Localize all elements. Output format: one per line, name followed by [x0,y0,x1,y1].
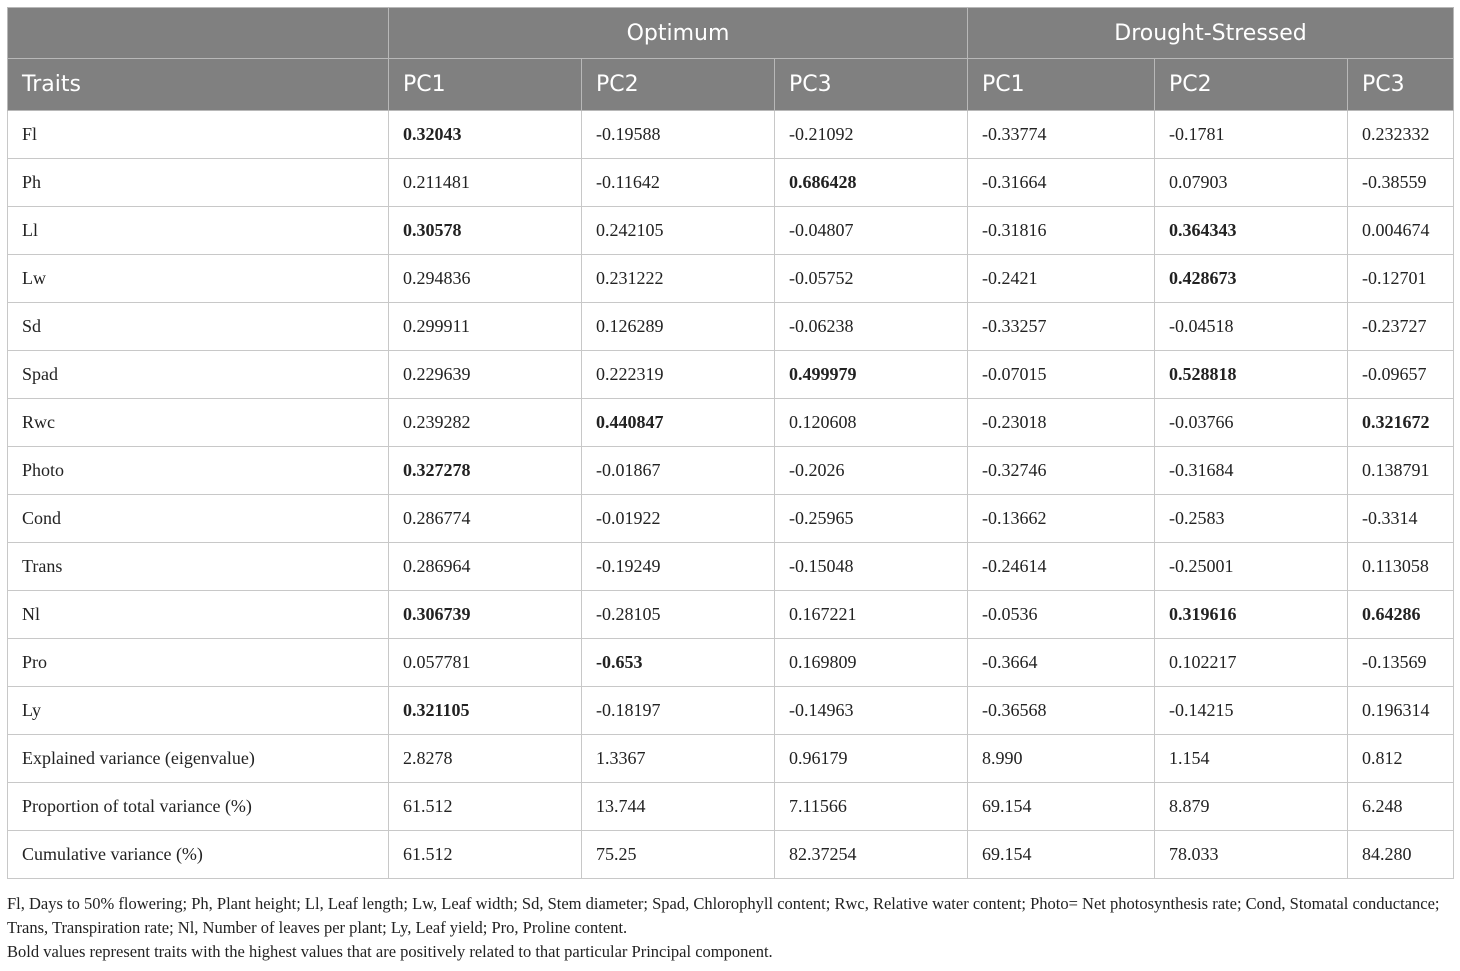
value-cell: -0.09657 [1348,351,1454,399]
value-cell: 0.306739 [389,591,582,639]
table-row [8,543,1454,591]
value-cell: 1.3367 [582,735,775,783]
value-cell: 0.319616 [1155,591,1348,639]
value-cell: 82.37254 [775,831,968,879]
value-cell: 0.286964 [389,543,582,591]
value-cell: -0.23018 [968,399,1155,447]
trait-cell: Sd [8,303,389,351]
trait-cell: Ll [8,207,389,255]
table-row [8,735,1454,783]
table-row [8,447,1454,495]
value-cell: -0.13569 [1348,639,1454,687]
value-cell: 0.126289 [582,303,775,351]
group-header-drought: Drought-Stressed [968,8,1454,59]
table-row [8,399,1454,447]
value-cell: 78.033 [1155,831,1348,879]
column-header-traits: Traits [8,59,389,111]
table-row [8,207,1454,255]
group-header-blank [8,8,389,59]
value-cell: -0.3314 [1348,495,1454,543]
value-cell: -0.31664 [968,159,1155,207]
table-row [8,831,1454,879]
value-cell: 61.512 [389,831,582,879]
value-cell: 0.057781 [389,639,582,687]
value-cell: -0.653 [582,639,775,687]
value-cell: 0.286774 [389,495,582,543]
value-cell: 0.231222 [582,255,775,303]
value-cell: -0.03766 [1155,399,1348,447]
value-cell: 0.364343 [1155,207,1348,255]
value-cell: 0.196314 [1348,687,1454,735]
table-footnotes [7,892,1457,964]
value-cell: -0.33257 [968,303,1155,351]
trait-cell: Cond [8,495,389,543]
table-row [8,639,1454,687]
value-cell: -0.01922 [582,495,775,543]
table-body [8,111,1454,879]
trait-cell: Nl [8,591,389,639]
value-cell: 0.232332 [1348,111,1454,159]
value-cell: 0.222319 [582,351,775,399]
value-cell: 0.440847 [582,399,775,447]
table-row [8,303,1454,351]
value-cell: 1.154 [1155,735,1348,783]
value-cell: -0.36568 [968,687,1155,735]
value-cell: 69.154 [968,783,1155,831]
group-header-row [8,8,1454,59]
value-cell: 0.242105 [582,207,775,255]
value-cell: 0.102217 [1155,639,1348,687]
table-row [8,783,1454,831]
value-cell: 0.499979 [775,351,968,399]
column-header-drought-pc2: PC2 [1155,59,1348,111]
value-cell: 0.299911 [389,303,582,351]
value-cell: -0.2026 [775,447,968,495]
value-cell: 0.229639 [389,351,582,399]
trait-cell: Photo [8,447,389,495]
value-cell: -0.19249 [582,543,775,591]
trait-cell: Cumulative variance (%) [8,831,389,879]
value-cell: -0.14215 [1155,687,1348,735]
value-cell: 0.32043 [389,111,582,159]
value-cell: -0.01867 [582,447,775,495]
value-cell: 0.294836 [389,255,582,303]
value-cell: 0.686428 [775,159,968,207]
value-cell: -0.0536 [968,591,1155,639]
column-header-optimum-pc2: PC2 [582,59,775,111]
value-cell: -0.32746 [968,447,1155,495]
trait-cell: Fl [8,111,389,159]
table-row [8,687,1454,735]
column-header-optimum-pc3: PC3 [775,59,968,111]
value-cell: -0.1781 [1155,111,1348,159]
pca-table-container [7,7,1453,879]
group-header-optimum: Optimum [389,8,968,59]
value-cell: -0.14963 [775,687,968,735]
trait-cell: Explained variance (eigenvalue) [8,735,389,783]
value-cell: -0.31684 [1155,447,1348,495]
trait-cell: Ph [8,159,389,207]
value-cell: 7.11566 [775,783,968,831]
value-cell: 61.512 [389,783,582,831]
value-cell: -0.23727 [1348,303,1454,351]
value-cell: 0.169809 [775,639,968,687]
value-cell: -0.3664 [968,639,1155,687]
value-cell: -0.05752 [775,255,968,303]
value-cell: 0.321105 [389,687,582,735]
value-cell: 69.154 [968,831,1155,879]
trait-cell: Spad [8,351,389,399]
value-cell: 0.428673 [1155,255,1348,303]
trait-cell: Pro [8,639,389,687]
value-cell: -0.07015 [968,351,1155,399]
pca-loadings-table [7,7,1454,879]
value-cell: -0.31816 [968,207,1155,255]
value-cell: 0.528818 [1155,351,1348,399]
column-header-drought-pc3: PC3 [1348,59,1454,111]
value-cell: -0.33774 [968,111,1155,159]
trait-cell: Lw [8,255,389,303]
value-cell: -0.06238 [775,303,968,351]
value-cell: 0.211481 [389,159,582,207]
value-cell: 13.744 [582,783,775,831]
value-cell: 8.879 [1155,783,1348,831]
value-cell: -0.04518 [1155,303,1348,351]
value-cell: -0.18197 [582,687,775,735]
value-cell: 6.248 [1348,783,1454,831]
value-cell: -0.2583 [1155,495,1348,543]
table-row [8,255,1454,303]
value-cell: -0.28105 [582,591,775,639]
table-row [8,159,1454,207]
column-header-optimum-pc1: PC1 [389,59,582,111]
table-row [8,495,1454,543]
table-row [8,591,1454,639]
value-cell: 0.167221 [775,591,968,639]
value-cell: -0.38559 [1348,159,1454,207]
value-cell: -0.24614 [968,543,1155,591]
value-cell: -0.15048 [775,543,968,591]
column-header-row [8,59,1454,111]
trait-cell: Proportion of total variance (%) [8,783,389,831]
value-cell: 0.30578 [389,207,582,255]
trait-cell: Trans [8,543,389,591]
trait-cell: Ly [8,687,389,735]
value-cell: 0.138791 [1348,447,1454,495]
table-row [8,351,1454,399]
value-cell: -0.2421 [968,255,1155,303]
value-cell: 2.8278 [389,735,582,783]
value-cell: -0.12701 [1348,255,1454,303]
value-cell: 0.07903 [1155,159,1348,207]
value-cell: 0.120608 [775,399,968,447]
value-cell: 75.25 [582,831,775,879]
value-cell: -0.25001 [1155,543,1348,591]
value-cell: -0.21092 [775,111,968,159]
value-cell: 0.812 [1348,735,1454,783]
trait-cell: Rwc [8,399,389,447]
value-cell: 0.004674 [1348,207,1454,255]
value-cell: 0.239282 [389,399,582,447]
value-cell: -0.25965 [775,495,968,543]
value-cell: 0.327278 [389,447,582,495]
value-cell: -0.13662 [968,495,1155,543]
value-cell: -0.11642 [582,159,775,207]
value-cell: 0.64286 [1348,591,1454,639]
value-cell: 8.990 [968,735,1155,783]
footnote-bold-note: Bold values represent traits with the highest values that are positively related to that particular Principal component. [7,942,773,961]
footnote-abbreviations: Fl, Days to 50% flowering; Ph, Plant height; Ll, Leaf length; Lw, Leaf width; Sd, Stem diameter; Spad, Chlorophyll content; Rwc, Relative water content; Photo= Net photosynthesis rate; Cond, Stomatal conductance; Trans, Transpiration rate; Nl, Number of leaves per plant; Ly, Leaf yield; Pro, Proline content. [7,894,1440,937]
value-cell: 0.321672 [1348,399,1454,447]
value-cell: 0.113058 [1348,543,1454,591]
value-cell: 0.96179 [775,735,968,783]
value-cell: 84.280 [1348,831,1454,879]
value-cell: -0.19588 [582,111,775,159]
table-row [8,111,1454,159]
column-header-drought-pc1: PC1 [968,59,1155,111]
value-cell: -0.04807 [775,207,968,255]
